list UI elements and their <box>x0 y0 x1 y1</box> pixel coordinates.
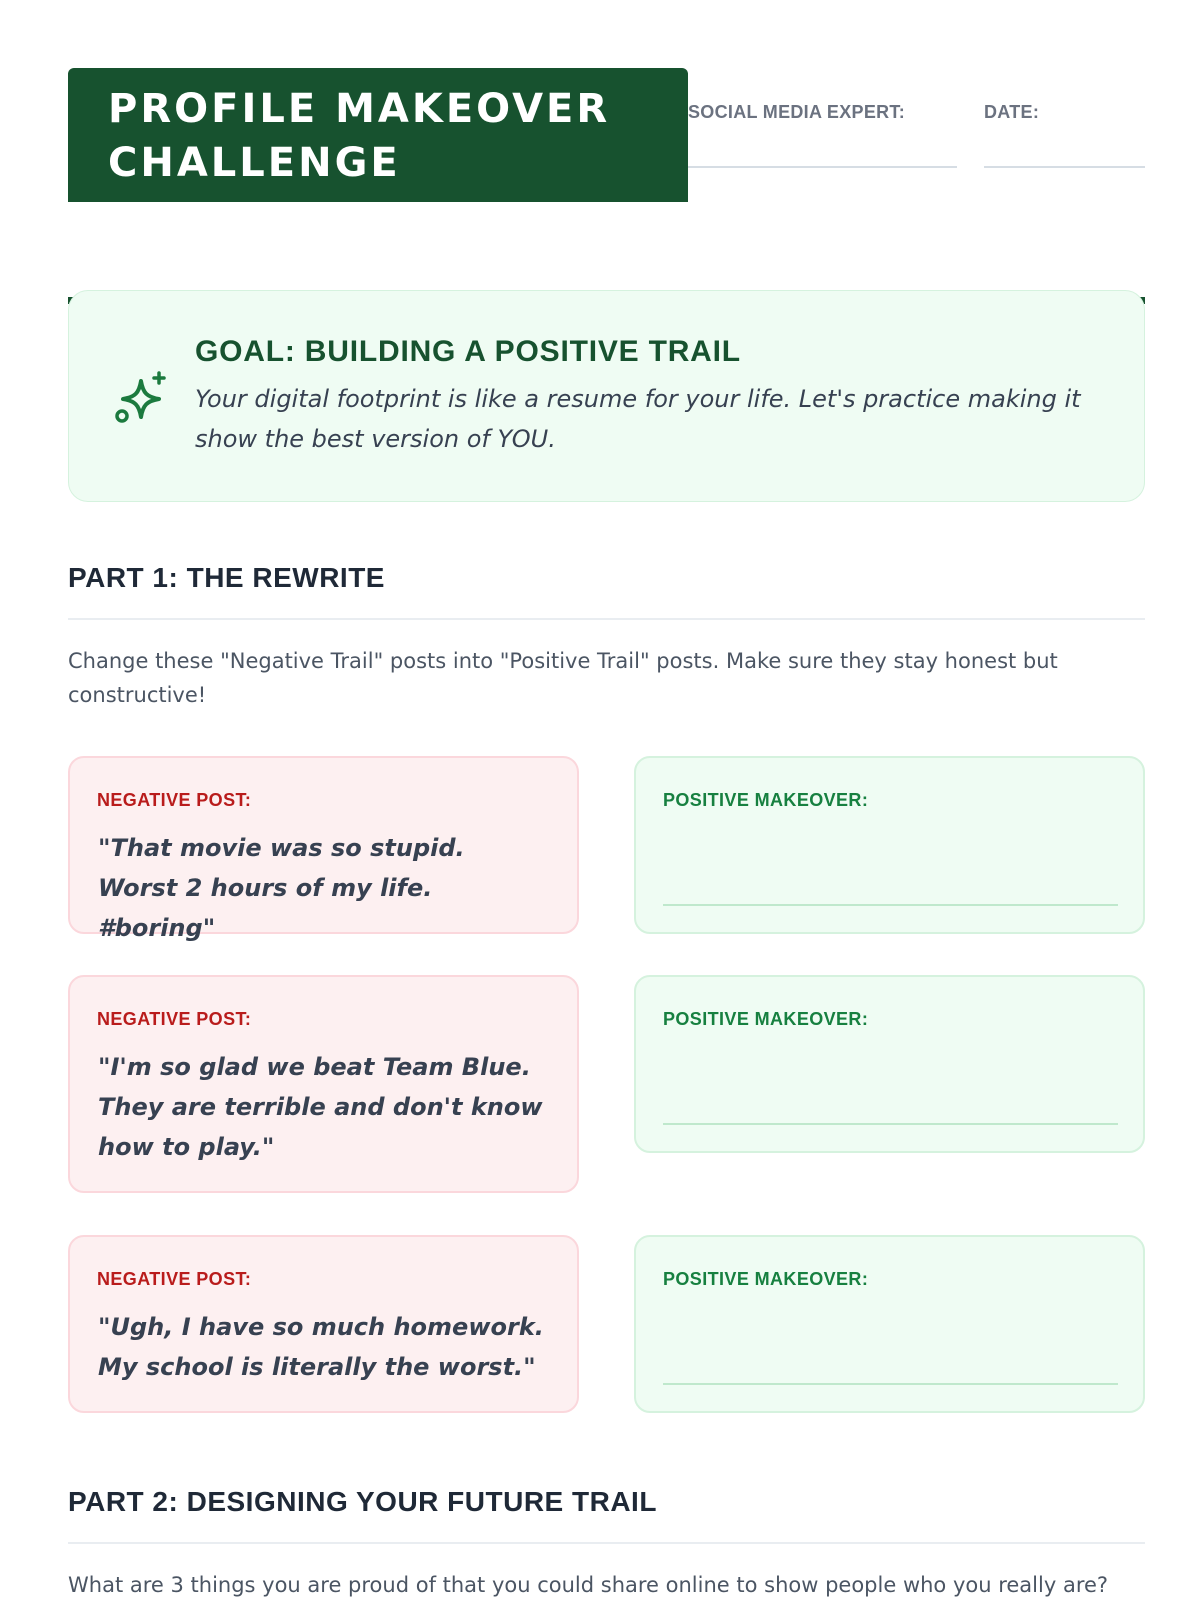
positive-makeover-card[interactable] <box>634 756 1145 934</box>
goal-card <box>68 290 1145 502</box>
negative-post-card <box>68 1235 579 1413</box>
worksheet-title-line-2: CHALLENGE <box>108 140 401 186</box>
negative-post-label: NEGATIVE POST: <box>97 1269 252 1289</box>
negative-post-label: NEGATIVE POST: <box>97 1009 252 1029</box>
negative-post-text: "That movie was so stupid. Worst 2 hours of my life. #boring" <box>98 834 465 942</box>
negative-post-card <box>68 756 579 942</box>
positive-makeover-answer-line[interactable] <box>663 1123 1118 1125</box>
part1-title: PART 1: THE REWRITE <box>68 562 385 593</box>
positive-makeover-label: POSITIVE MAKEOVER: <box>663 1009 869 1029</box>
positive-makeover-answer-line[interactable] <box>663 1383 1118 1385</box>
expert-field[interactable] <box>688 102 905 123</box>
positive-makeover-label: POSITIVE MAKEOVER: <box>663 1269 869 1289</box>
part2-title: PART 2: DESIGNING YOUR FUTURE TRAIL <box>68 1486 657 1517</box>
title-banner <box>68 68 688 202</box>
negative-post-card <box>68 975 579 1193</box>
part1-divider <box>68 618 1145 620</box>
positive-makeover-answer-line[interactable] <box>663 904 1118 906</box>
negative-post-label: NEGATIVE POST: <box>97 790 252 810</box>
negative-post-text: "Ugh, I have so much homework. My school is literally the worst." <box>98 1313 544 1381</box>
positive-makeover-label: POSITIVE MAKEOVER: <box>663 790 869 810</box>
part2-instructions: What are 3 things you are proud of that you could share online to show people who you really are? <box>68 1573 1109 1597</box>
date-field-label: DATE: <box>984 102 1040 122</box>
part1-instructions: Change these "Negative Trail" posts into "Positive Trail" posts. Make sure they stay honest but constructive! <box>68 649 1058 707</box>
worksheet-header <box>68 68 1145 236</box>
sparkle-icon <box>111 367 171 427</box>
positive-makeover-card[interactable] <box>634 1235 1145 1413</box>
goal-title: GOAL: BUILDING A POSITIVE TRAIL <box>195 335 741 368</box>
goal-description: Your digital footprint is like a resume for your life. Let's practice making it show the best version of YOU. <box>195 385 1081 453</box>
worksheet-title-line-1: PROFILE MAKEOVER <box>108 86 611 132</box>
expert-field-label: SOCIAL MEDIA EXPERT: <box>688 102 906 122</box>
positive-makeover-card[interactable] <box>634 975 1145 1153</box>
negative-post-text: "I'm so glad we beat Team Blue. They are terrible and don't know how to play." <box>98 1053 543 1161</box>
part2-divider <box>68 1542 1145 1544</box>
date-field[interactable] <box>984 102 1039 123</box>
expert-field-line[interactable] <box>688 166 957 168</box>
date-field-line[interactable] <box>984 166 1145 168</box>
